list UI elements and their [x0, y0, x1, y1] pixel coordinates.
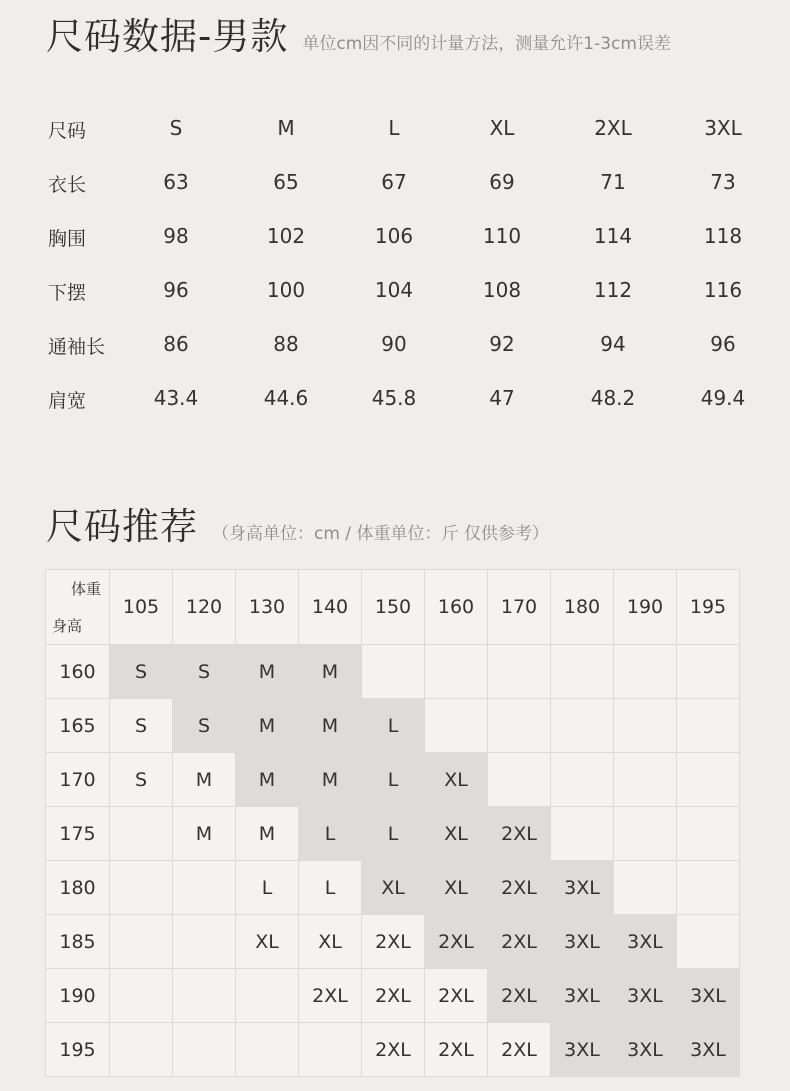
size-cell: M — [173, 807, 236, 861]
size-cell — [173, 915, 236, 969]
grid-row — [46, 645, 740, 699]
size-cell: 3XL — [614, 915, 677, 969]
size-cell — [110, 915, 173, 969]
height-header-cell: 180 — [46, 861, 110, 915]
size-cell — [677, 645, 740, 699]
size-cell: 3XL — [677, 1023, 740, 1077]
weight-header-cell: 170 — [488, 570, 551, 645]
height-axis-label: 身高 — [52, 617, 83, 635]
size-cell: M — [299, 753, 362, 807]
spec-cell: 92 — [489, 332, 515, 356]
spec-cell: 102 — [266, 224, 306, 248]
size-cell: 3XL — [551, 915, 614, 969]
size-cell: 3XL — [614, 969, 677, 1023]
size-recommend-grid — [45, 569, 740, 1077]
size-cell: 2XL — [425, 969, 488, 1023]
size-cell: 2XL — [488, 915, 551, 969]
size-cell — [614, 645, 677, 699]
size-cell — [173, 861, 236, 915]
spec-cell: 49.4 — [700, 386, 746, 410]
size-cell: 2XL — [299, 969, 362, 1023]
size-cell: M — [236, 753, 299, 807]
size-cell: L — [362, 699, 425, 753]
spec-cell: 96 — [163, 278, 189, 302]
spec-cell: 48.2 — [590, 386, 636, 410]
size-cell: L — [236, 861, 299, 915]
spec-cell: 86 — [163, 332, 189, 356]
size-data-title: 尺码数据-男款 — [46, 15, 289, 58]
size-cell: 3XL — [551, 969, 614, 1023]
size-cell: L — [362, 753, 425, 807]
spec-row — [48, 374, 768, 428]
spec-cell: 43.4 — [153, 386, 199, 410]
weight-header-cell: 105 — [110, 570, 173, 645]
size-cell: XL — [425, 753, 488, 807]
spec-cell: 118 — [703, 224, 743, 248]
weight-header-cell: 140 — [299, 570, 362, 645]
size-cell — [110, 861, 173, 915]
size-recommend-heading — [46, 496, 549, 550]
size-cell — [551, 753, 614, 807]
spec-cell: 114 — [593, 224, 633, 248]
height-header-cell: 165 — [46, 699, 110, 753]
spec-cell: 112 — [593, 278, 633, 302]
size-cell — [551, 699, 614, 753]
spec-cell: 71 — [600, 170, 626, 194]
grid-row — [46, 861, 740, 915]
size-cell: 2XL — [362, 915, 425, 969]
size-recommend-title: 尺码推荐 — [46, 505, 198, 548]
size-cell: S — [110, 645, 173, 699]
size-cell — [614, 861, 677, 915]
size-recommend-note: （身高单位：cm / 体重单位：斤 仅供参考） — [212, 524, 549, 544]
grid-row — [46, 699, 740, 753]
size-cell: S — [110, 699, 173, 753]
weight-header-cell: 195 — [677, 570, 740, 645]
weight-header-cell: 150 — [362, 570, 425, 645]
size-cell: 2XL — [488, 969, 551, 1023]
size-cell: L — [299, 807, 362, 861]
height-header-cell: 190 — [46, 969, 110, 1023]
weight-header-cell: 130 — [236, 570, 299, 645]
spec-cell: S — [169, 116, 183, 140]
spec-row-label: 通袖长 — [48, 336, 106, 358]
grid-row — [46, 807, 740, 861]
size-cell: 3XL — [614, 1023, 677, 1077]
size-cell: M — [299, 645, 362, 699]
weight-axis-label: 体重 — [70, 580, 101, 598]
spec-cell: 44.6 — [263, 386, 309, 410]
spec-cell: 65 — [273, 170, 299, 194]
weight-header-cell: 120 — [173, 570, 236, 645]
size-cell: XL — [299, 915, 362, 969]
size-cell — [614, 699, 677, 753]
spec-row-label: 尺码 — [48, 120, 87, 142]
size-cell: XL — [236, 915, 299, 969]
size-cell — [488, 699, 551, 753]
height-header-cell: 185 — [46, 915, 110, 969]
grid-row — [46, 1023, 740, 1077]
size-cell — [677, 807, 740, 861]
size-cell: M — [236, 807, 299, 861]
size-cell — [677, 915, 740, 969]
size-cell — [110, 807, 173, 861]
spec-cell: 47 — [489, 386, 515, 410]
spec-cell: 98 — [163, 224, 189, 248]
size-cell — [425, 699, 488, 753]
spec-cell: 104 — [374, 278, 414, 302]
spec-cell: 110 — [482, 224, 522, 248]
spec-cell: L — [388, 116, 400, 140]
size-cell — [425, 645, 488, 699]
spec-cell: 2XL — [594, 116, 632, 140]
size-cell — [173, 1023, 236, 1077]
grid-row — [46, 753, 740, 807]
size-cell — [614, 753, 677, 807]
size-data-heading — [46, 6, 671, 60]
size-cell: 2XL — [362, 969, 425, 1023]
size-cell: 2XL — [362, 1023, 425, 1077]
size-cell: 3XL — [551, 1023, 614, 1077]
size-cell — [299, 1023, 362, 1077]
spec-row — [48, 320, 768, 374]
size-cell — [236, 969, 299, 1023]
size-cell: M — [299, 699, 362, 753]
size-cell: M — [236, 699, 299, 753]
size-cell — [110, 969, 173, 1023]
spec-cell: 45.8 — [371, 386, 417, 410]
spec-cell: 67 — [381, 170, 407, 194]
size-cell — [677, 753, 740, 807]
size-cell: 3XL — [677, 969, 740, 1023]
size-cell: XL — [362, 861, 425, 915]
size-spec-table — [48, 104, 768, 428]
size-cell: 2XL — [488, 861, 551, 915]
grid-corner — [46, 570, 110, 645]
spec-cell: 3XL — [704, 116, 742, 140]
spec-cell: 106 — [374, 224, 414, 248]
size-cell: S — [173, 645, 236, 699]
grid-row — [46, 915, 740, 969]
size-cell: XL — [425, 807, 488, 861]
spec-cell: M — [277, 116, 295, 140]
size-cell: M — [173, 753, 236, 807]
size-cell — [677, 699, 740, 753]
spec-cell: 108 — [482, 278, 522, 302]
size-cell: L — [299, 861, 362, 915]
spec-cell: 116 — [703, 278, 743, 302]
size-cell: M — [236, 645, 299, 699]
spec-row-label: 下摆 — [48, 282, 87, 304]
size-cell: S — [173, 699, 236, 753]
size-cell — [551, 645, 614, 699]
weight-header-cell: 160 — [425, 570, 488, 645]
spec-cell: 63 — [163, 170, 189, 194]
height-header-cell: 195 — [46, 1023, 110, 1077]
size-cell — [236, 1023, 299, 1077]
height-header-cell: 170 — [46, 753, 110, 807]
size-cell: 2XL — [488, 807, 551, 861]
spec-cell: XL — [489, 116, 515, 140]
spec-cell: 69 — [489, 170, 515, 194]
size-cell: L — [362, 807, 425, 861]
spec-cell: 94 — [600, 332, 626, 356]
size-cell — [173, 969, 236, 1023]
spec-cell: 96 — [710, 332, 736, 356]
spec-row-label: 肩宽 — [48, 390, 87, 412]
grid-row — [46, 969, 740, 1023]
spec-row — [48, 212, 768, 266]
size-cell — [362, 645, 425, 699]
size-cell: 2XL — [488, 1023, 551, 1077]
size-cell — [488, 645, 551, 699]
size-cell: 2XL — [425, 915, 488, 969]
spec-cell: 100 — [266, 278, 306, 302]
size-cell — [677, 861, 740, 915]
size-cell: 3XL — [551, 861, 614, 915]
size-cell: 2XL — [425, 1023, 488, 1077]
size-cell — [488, 753, 551, 807]
size-cell: XL — [425, 861, 488, 915]
spec-cell: 73 — [710, 170, 736, 194]
spec-row-label: 胸围 — [48, 228, 87, 250]
size-cell — [551, 807, 614, 861]
spec-row — [48, 158, 768, 212]
weight-header-cell: 180 — [551, 570, 614, 645]
spec-cell: 90 — [381, 332, 407, 356]
spec-row — [48, 266, 768, 320]
weight-header-cell: 190 — [614, 570, 677, 645]
spec-cell: 88 — [273, 332, 299, 356]
size-cell — [110, 1023, 173, 1077]
size-data-note: 单位cm因不同的计量方法，测量允许1-3cm误差 — [302, 34, 671, 54]
grid-header-row — [46, 570, 740, 645]
size-cell — [614, 807, 677, 861]
height-header-cell: 160 — [46, 645, 110, 699]
spec-row-label: 衣长 — [48, 174, 87, 196]
height-header-cell: 175 — [46, 807, 110, 861]
size-cell: S — [110, 753, 173, 807]
spec-header-row — [48, 104, 768, 158]
